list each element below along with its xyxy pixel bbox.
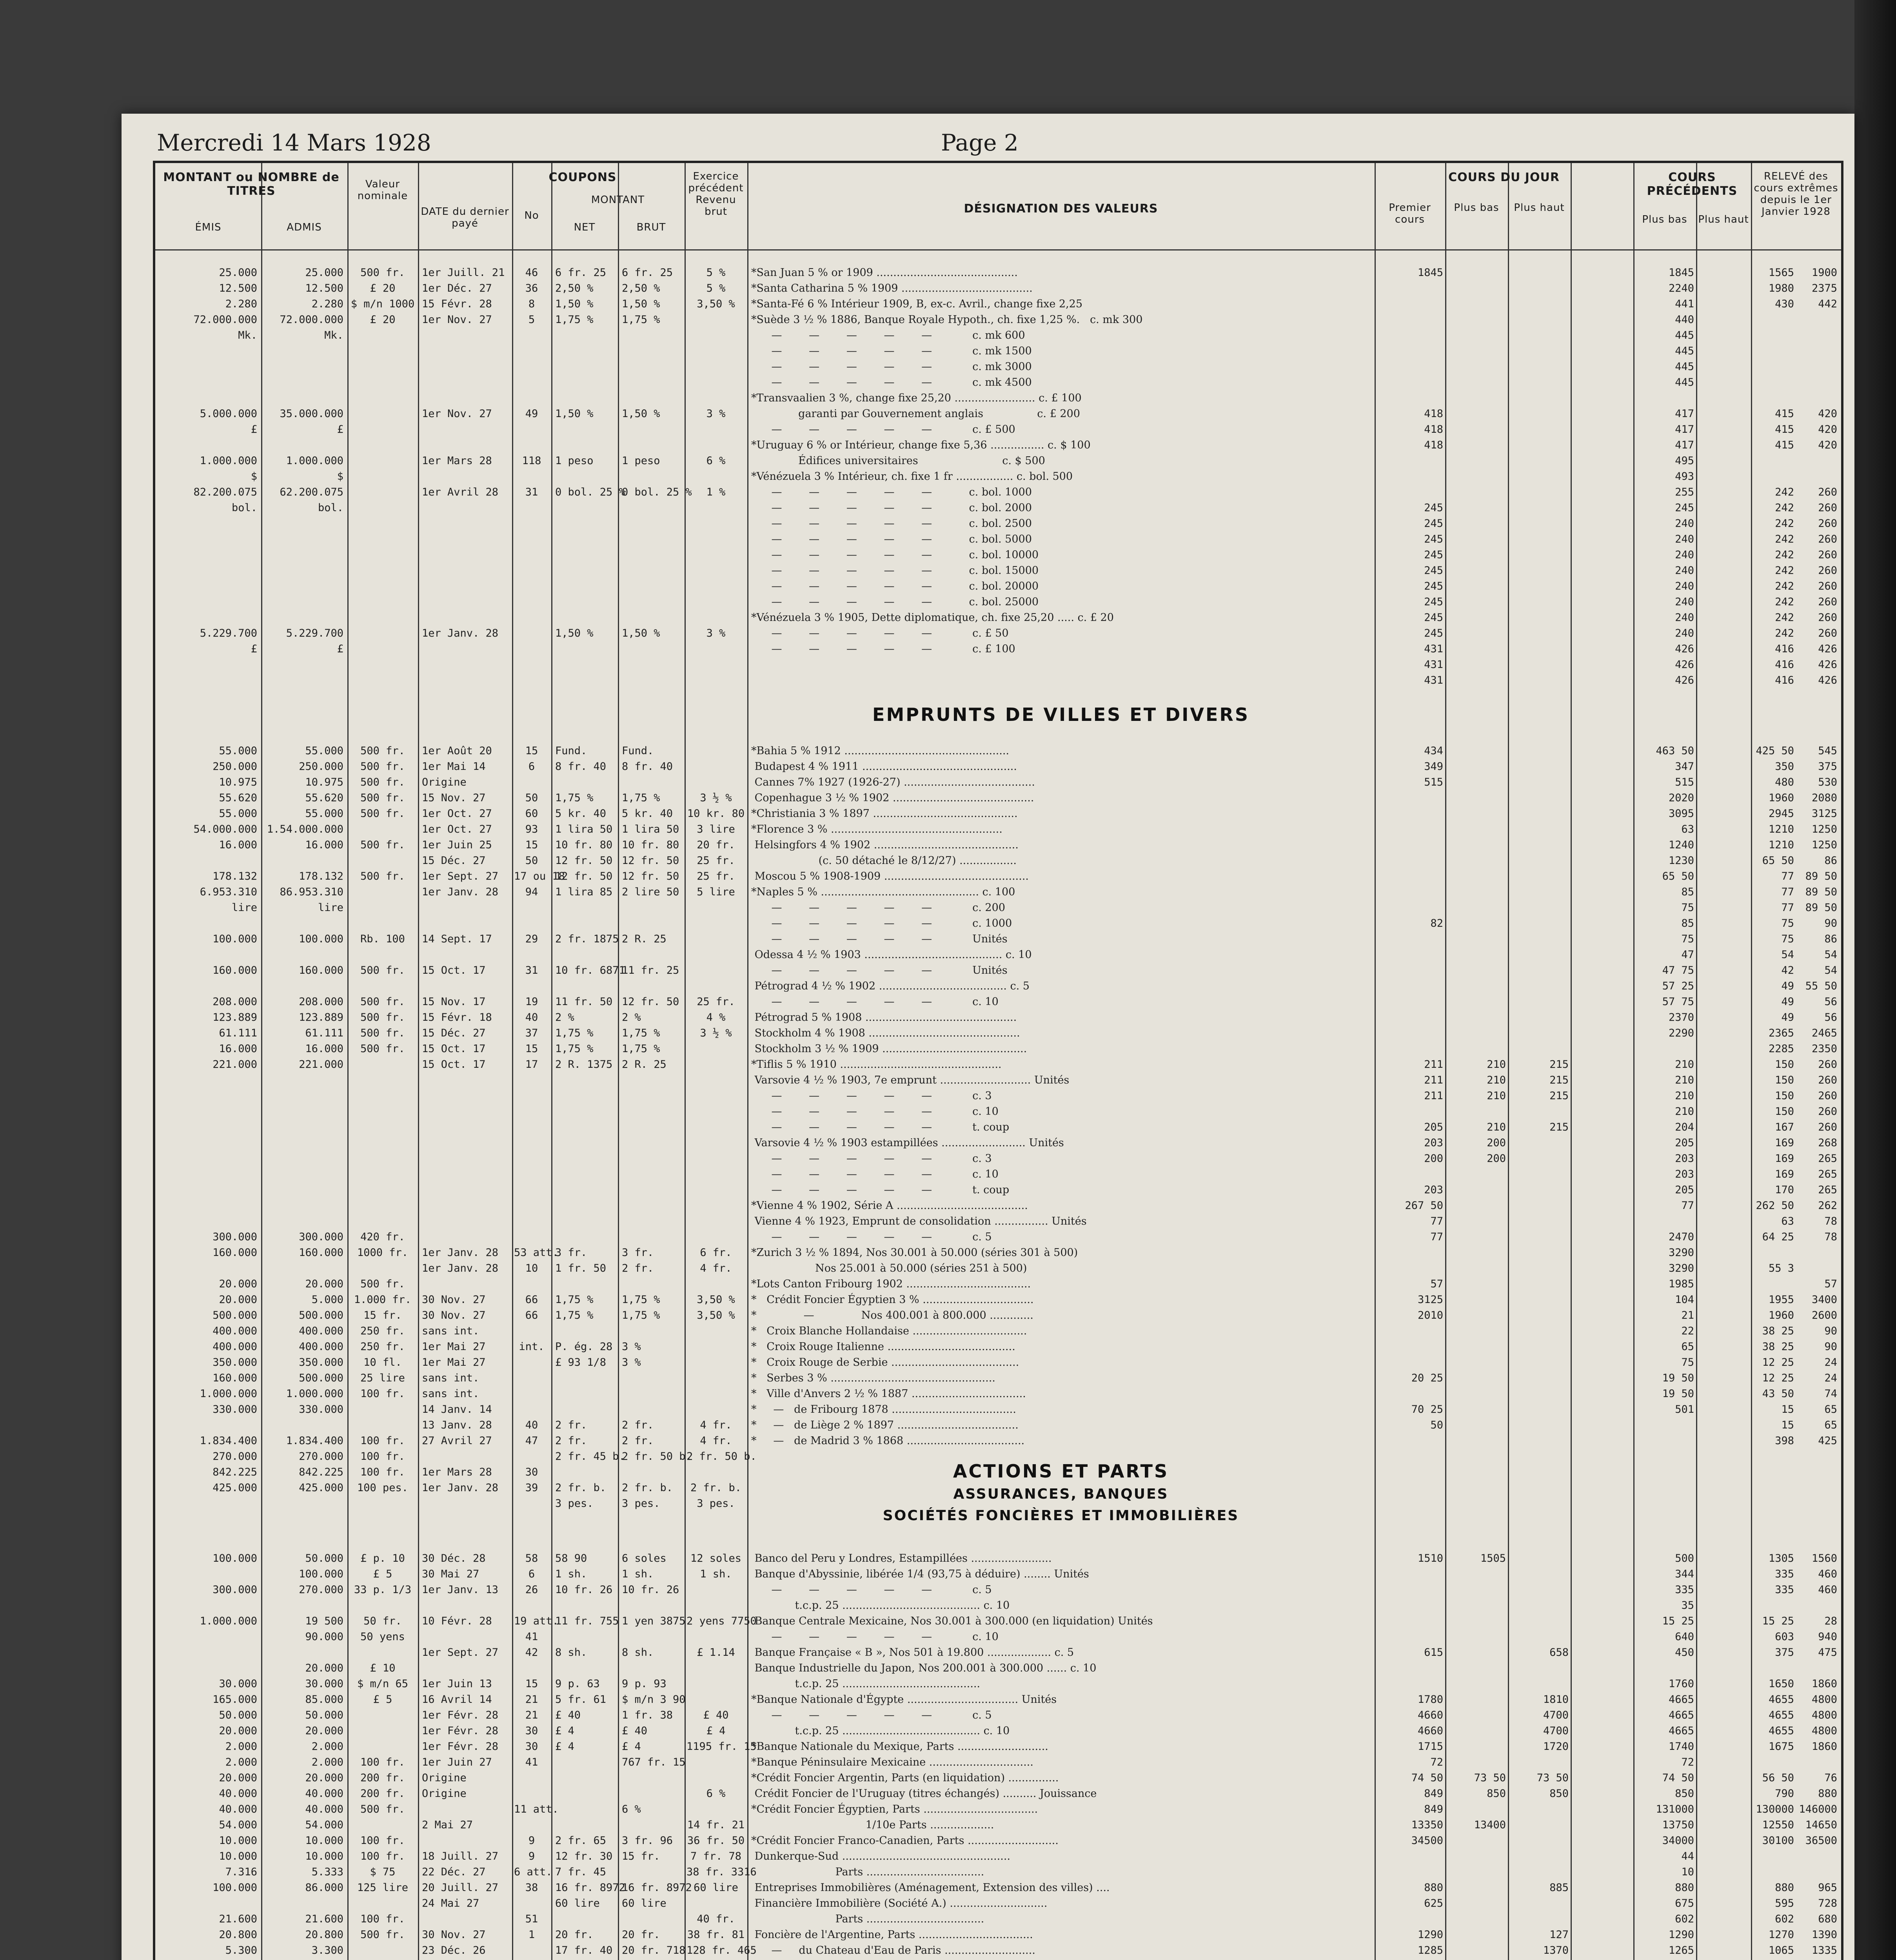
block3-brut: 6 soles 1 sh. 10 fr. 26 1 yen 3875 8 sh. 9 p. 93 $ m/n 3 90 1 fr. 38 £ 40 £ 4 767 fr. 15 6 % 3 fr. 96 15 fr. 16 fr. 8972 60 lire 20 fr. 20 fr. 718: [622, 1552, 692, 1956]
header-valeur: Valeur nominale: [357, 178, 408, 202]
column-rule: [1633, 163, 1634, 1960]
column-rule: [685, 163, 686, 1960]
block1-date: 1er Juill. 21 1er Déc. 27 15 Févr. 28 1er Nov. 27 1er Nov. 27 1er Mars 28 1er Avril 28 1er Janv. 28: [422, 267, 505, 639]
block1-releve-haut: 1900 2375 442 420 420 420 260 260 260 260 260 260 260 260 260 260 426 426 426: [1811, 267, 1837, 686]
block1-net: 6 fr. 25 2,50 % 1,50 % 1,75 % 1,50 % 1 peso 0 bol. 25 % 1,50 %: [555, 267, 625, 639]
header-prec-plus-bas: Plus bas: [1642, 214, 1687, 225]
block1-emis: 25.000 12.500 2.280 72.000.000 Mk. 5.000.000 £ 1.000.000 $ 82.200.075 bol. 5.229.700 £: [193, 267, 257, 655]
block1-admis: 25.000 12.500 2.280 72.000.000 Mk. 35.000.000 £ 1.000.000 $ 62.200.075 bol. 5.229.700 £: [280, 267, 343, 655]
block1-valeur: 500 fr. £ 20 $ m/n 1000 £ 20: [351, 267, 415, 326]
block1-releve-bas: 1565 1980 430 415 415 415 242 242 242 242 242 242 242 242 242 242 416 416 416: [1768, 267, 1794, 686]
header-numero: No: [524, 210, 539, 221]
header-plus-bas: Plus bas: [1454, 202, 1499, 214]
block1-revenu: 5 % 5 % 3,50 % 3 % 6 % 1 % 3 %: [697, 267, 735, 639]
block2-releve-bas: 425 50 350 480 1960 2945 1210 1210 65 50 77 77 77 75 75 54 42 49 49 49 2365 2285 150 150 150 150 167 169 169 169 170 262 50 63 64 25 55 3 1955 1960 38 25 38 25 12 25 12 25 43 50 15 15 398: [1756, 745, 1794, 1447]
header-admis: ADMIS: [287, 221, 322, 233]
header-cours-precedents: COURS PRÉCÉDENTS: [1647, 171, 1738, 198]
column-rule: [618, 163, 619, 1960]
header-montant-coupon: MONTANT: [591, 194, 645, 206]
column-rule: [1571, 163, 1572, 1960]
section-actions-heading: ACTIONS ET PARTS: [953, 1461, 1169, 1482]
header-plus-haut: Plus haut: [1514, 202, 1565, 214]
column-rule: [1445, 163, 1446, 1960]
header-brut: BRUT: [636, 221, 666, 233]
column-rule: [347, 163, 349, 1960]
column-rule: [1508, 163, 1509, 1960]
block2-revenu: 3 ½ % 10 kr. 80 3 lire 20 fr. 25 fr. 25 fr. 5 lire 25 fr. 4 % 3 ½ % 6 fr. 4 fr. 3,50 % 3,50 % 4 fr. 4 fr. 2 fr. 50 b. 2 fr. b. 3 pes.: [686, 792, 757, 1510]
block2-net: Fund. 8 fr. 40 1,75 % 5 kr. 40 1 lira 50 10 fr. 80 12 fr. 50 12 fr. 50 1 lira 85 2 fr. 1875 10 fr. 6871 11 fr. 50 2 % 1,75 % 1,75 % 2 R. 1375 3 fr. 1 fr. 50 1,75 % 1,75 % P. ég. 28 £ 93 1/8 2 fr. 2 fr. 2 fr. 45 b. 2 fr. b. 3 pes.: [555, 745, 625, 1510]
block3-premier: 1510 615 1780 4660 4660 1715 72 74 50 849 849 13350 34500 880 625 1290 1285: [1411, 1552, 1443, 1956]
block3-valeur: £ p. 10 £ 5 33 p. 1/3 50 fr. 50 yens £ 10 $ m/n 65 £ 5 100 fr. 200 fr. 200 fr. 500 fr. 100 fr. 100 fr. $ 75 125 lire 100 fr. 500 fr.: [354, 1552, 412, 1941]
page-date: Mercredi 14 Mars 1928: [157, 129, 431, 156]
column-rule: [261, 163, 262, 1960]
block2-plus-haut: 215 215 215 215: [1549, 1058, 1569, 1133]
block3-net: 58 90 1 sh. 10 fr. 26 11 fr. 755 8 sh. 9 p. 63 5 fr. 61 £ 40 £ 4 £ 4 2 fr. 65 12 fr. 30 7 fr. 45 16 fr. 8972 60 lire 20 fr. 17 fr. 40: [555, 1552, 625, 1956]
block2-prec-bas: 463 50 347 515 2020 3095 63 1240 1230 65 50 85 75 85 75 47 47 75 57 25 57 75 2370 2290 210 210 210 210 204 205 203 203 205 77 2470 3290 3290 1985 104 21 22 65 75 19 50 19 50 501: [1656, 745, 1694, 1416]
column-rule: [1375, 163, 1376, 1960]
block2-brut: Fund. 8 fr. 40 1,75 % 5 kr. 40 1 lira 50 10 fr. 80 12 fr. 50 12 fr. 50 2 lire 50 2 R. 25 11 fr. 25 12 fr. 50 2 % 1,75 % 1,75 % 2 R. 25 3 fr. 2 fr. 1,75 % 1,75 % 3 % 3 % 2 fr. 2 fr. 2 fr. 50 b. 2 fr. b. 3 pes.: [622, 745, 692, 1510]
block1-premier: 1845 418 418 418 245 245 245 245 245 245 245 245 245 431 431 431: [1417, 267, 1443, 686]
header-rule: [155, 249, 1841, 250]
column-rule: [418, 163, 419, 1960]
header-premier-cours: Premier cours: [1389, 202, 1431, 225]
block2-valeur: 500 fr. 500 fr. 500 fr. 500 fr. 500 fr. 500 fr. 500 fr. Rb. 100 500 fr. 500 fr. 500 fr. 500 fr. 500 fr. 420 fr. 1000 fr. 500 fr. 1.000 fr. 15 fr. 250 fr. 250 fr. 10 fl. 25 lire 100 fr. 100 fr. 100 fr. 100 fr. 100 pes.: [354, 745, 412, 1494]
block3-plus-haut: 658 1810 4700 4700 1720 73 50 850 885 127 1370: [1536, 1646, 1569, 1956]
header-releve: RELEVÉ des cours extrêmes depuis le 1er Janvier 1928: [1754, 171, 1838, 218]
column-rule: [1751, 163, 1752, 1960]
page-number: Page 2: [941, 129, 1019, 156]
block3-releve-bas: 1305 335 335 15 25 603 375 1650 4655 4655 4655 1675 56 50 790 130000 12550 30100 880 595 602 1270 1065: [1756, 1552, 1794, 1956]
header-exercice: Exercice précédent Revenu brut: [688, 171, 744, 218]
newspaper-page: [122, 114, 1854, 1960]
section-actions-subheading: ASSURANCES, BANQUES: [953, 1486, 1169, 1502]
block2-admis: 55.000 250.000 10.975 55.620 55.000 1.54.000.000 16.000 178.132 86.953.310 lire 100.000 160.000 208.000 123.889 61.111 16.000 221.000 300.000 160.000 20.000 5.000 500.000 400.000 400.000 350.000 500.000 1.000.000 330.000 1.834.400 270.000 842.225 425.000: [267, 745, 343, 1494]
column-rule: [551, 163, 552, 1960]
block3-designation: Banco del Peru y Londres, Estampillées ........................ Banque d'Abyssinie, libérée 1/4 (93,75 à déduire) ........ Unités — — — — — c. 5 t.c.p. 25 ......................................... c. 10 Banque Centrale Mexicaine, Nos 30.001 à 300.000 (en liquidation) Unités — — — — — c. 10 Banque Française « B », Nos 501 à 19.800 ................... c. 5 Banque Industrielle du Japon, Nos 200.001 à 300.000 ...... c. 10 t.c.p. 25 ......................................... *Banque Nationale d'Égypte ................................. Unités — — — — — c. 5 t.c.p. 25 ......................................... c. 10 *Banque Nationale du Mexique, Parts ........................... *Banque Péninsulaire Mexicaine ............................... *Crédit Foncier Argentin, Parts (en liquidation) ............... Crédit Foncier de l'Uruguay (titres échangés) .......... Jouissance *Crédit Foncier Égyptien, Parts .................................. 1/10e Parts ................... *Crédit Foncier Franco-Canadien, Parts ........................... Dunkerque-Sud .................................................. Parts ................................... Entreprises Immobilières (Aménagement, Extension des villes) .... Financière Immobilière (Société A.) ............................. Parts ................................... Foncière de l'Argentine, Parts .................................. — du Chateau d'Eau de Paris ...........................: [751, 1552, 1153, 1956]
block3-revenu: 12 soles 1 sh. 2 yens 7750 £ 1.14 £ 40 £ 4 1195 fr. 15 6 % 14 fr. 21 36 fr. 50 7 fr. 78 38 fr. 3316 60 lire 40 fr. 38 fr. 81 128 fr. 465: [686, 1552, 757, 1956]
block3-releve-haut: 1560 460 460 28 940 475 1860 4800 4800 4800 1860 76 880 146000 14650 36500 965 728 680 1390 1335: [1799, 1552, 1837, 1956]
block2-releve-haut: 545 375 530 2080 3125 1250 1250 86 89 50 89 50 89 50 90 86 54 54 55 50 56 56 2465 2350 260 260 260 260 260 268 265 265 265 262 78 78 57 3400 2600 90 90 24 24 74 65 65 425: [1805, 745, 1837, 1447]
section-emprunts-heading: EMPRUNTS DE VILLES ET DIVERS: [872, 704, 1249, 725]
header-cours-du-jour: COURS DU JOUR: [1448, 171, 1560, 184]
block3-date: 30 Déc. 28 30 Mai 27 1er Janv. 13 10 Févr. 28 1er Sept. 27 1er Juin 13 16 Avril 14 1er Févr. 28 1er Févr. 28 1er Févr. 28 1er Juin 27 Origine Origine 2 Mai 27 18 Juill. 27 22 Déc. 27 20 Juill. 27 24 Mai 27 30 Nov. 27 23 Déc. 26: [422, 1552, 499, 1956]
block1-numero: 46 36 8 5 49 118 31: [522, 267, 541, 498]
block1-prec-bas: 1845 2240 441 440 445 445 445 445 417 417 417 495 493 255 245 240 240 240 240 240 240 240 240 426 426 426: [1668, 267, 1694, 686]
header-prec-plus-haut: Plus haut: [1698, 214, 1749, 225]
header-net: NET: [574, 221, 596, 233]
header-designation: DÉSIGNATION DES VALEURS: [964, 202, 1158, 216]
block2-emis: 55.000 250.000 10.975 55.620 55.000 54.000.000 16.000 178.132 6.953.310 lire 100.000 160.000 208.000 123.889 61.111 16.000 221.000 300.000 160.000 20.000 20.000 500.000 400.000 400.000 350.000 160.000 1.000.000 330.000 1.834.400 270.000 842.225 425.000: [193, 745, 257, 1494]
quotation-table: [153, 161, 1843, 1960]
block2-plus-bas: 210 210 210 210 200 200: [1487, 1058, 1506, 1165]
block3-admis: 50.000 100.000 270.000 19 500 90.000 20.000 30.000 85.000 50.000 20.000 2.000 2.000 20.000 40.000 40.000 54.000 10.000 10.000 5.333 86.000 21.600 20.800 3.300: [299, 1552, 343, 1956]
column-rule: [1696, 163, 1697, 1960]
block3-emis: 100.000 300.000 1.000.000 30.000 165.000 50.000 20.000 2.000 2.000 20.000 40.000 40.000 54.000 10.000 10.000 7.316 100.000 21.600 20.800 5.300: [200, 1552, 257, 1956]
block1-brut: 6 fr. 25 2,50 % 1,50 % 1,75 % 1,50 % 1 peso 0 bol. 25 % 1,50 %: [622, 267, 692, 639]
header-date-dernier: DATE du dernier payé: [421, 206, 509, 229]
scan-edge-shadow: [1854, 0, 1896, 1960]
header-coupons: COUPONS: [548, 171, 617, 184]
block3-numero: 58 6 26 19 att. 41 42 15 21 21 30 30 41 11 att. 9 9 6 att. 38 51 1: [514, 1552, 559, 1941]
block3-plus-bas: 1505 73 50 850 13400: [1474, 1552, 1506, 1831]
section-societes-subheading: SOCIÉTÉS FONCIÈRES ET IMMOBILIÈRES: [883, 1508, 1239, 1524]
column-rule: [747, 163, 748, 1960]
block2-numero: 15 6 50 60 93 15 50 17 ou 18 94 29 31 19 40 37 15 17 53 att. 10 66 66 int. 40 47 30 39: [514, 745, 565, 1494]
block2-date: 1er Août 20 1er Mai 14 Origine 15 Nov. 27 1er Oct. 27 1er Oct. 27 1er Juin 25 15 Déc. 27 1er Sept. 27 1er Janv. 28 14 Sept. 17 15 Oct. 17 15 Nov. 17 15 Févr. 18 15 Déc. 27 15 Oct. 17 15 Oct. 17 1er Janv. 28 1er Janv. 28 30 Nov. 27 30 Nov. 27 sans int. 1er Mai 27 1er Mai 27 sans int. sans int. 14 Janv. 14 13 Janv. 28 27 Avril 27 1er Mars 28 1er Janv. 28: [422, 745, 499, 1494]
block2-premier: 434 349 515 82 211 211 211 205 203 200 203 267 50 77 77 57 3125 2010 20 25 70 25 50: [1405, 745, 1443, 1431]
header-emis: ÉMIS: [195, 221, 222, 233]
header-montant: MONTANT ou NOMBRE de TITRES: [163, 171, 340, 198]
block1-designation: *San Juan 5 % or 1909 .......................................... *Santa Catharina 5 % 1909 ....................................... *Santa-Fé 6 % Intérieur 1909, B, ex-c. Avril., change fixe 2,25 *Suède 3 ½ % 1886, Banque Royale Hypoth., ch. fixe 1,25 %. c. mk 300 — — — — — c. mk 600 — — — — — c. mk 1500 — — — — — c. mk 3000 — — — — — c. mk 4500 *Transvaalien 3 %, change fixe 25,20 ........................ c. £ 100 garanti par Gouvernement anglais c. £ 200 — — — — — c. £ 500 *Uruguay 6 % or Intérieur, change fixe 5,36 ................ c. $ 100 Édifices universitaires c. $ 500 *Vénézuela 3 % Intérieur, ch. fixe 1 fr ................. c. bol. 500 — — — — — c. bol. 1000 — — — — — c. bol. 2000 — — — — — c. bol. 2500 — — — — — c. bol. 5000 — — — — — c. bol. 10000 — — — — — c. bol. 15000 — — — — — c. bol. 20000 — — — — — c. bol. 25000 *Vénézuela 3 % 1905, Dette diplomatique, ch. fixe 25,20 ..... c. £ 20 — — — — — c. £ 50 — — — — — c. £ 100: [751, 267, 1143, 655]
block3-prec-bas: 500 344 335 35 15 25 640 450 1760 4665 4665 4665 1740 72 74 50 850 131000 13750 34000 44 10 880 675 602 1290 1265: [1656, 1552, 1694, 1956]
block2-designation: *Bahia 5 % 1912 ................................................. Budapest 4 % 1911 .............................................. Cannes 7% 1927 (1926-27) ....................................... Copenhague 3 ½ % 1902 .......................................... *Christiania 3 % 1897 ........................................... *Florence 3 % ................................................... Helsingfors 4 % 1902 ........................................... (c. 50 détaché le 8/12/27) ................. Moscou 5 % 1908-1909 ........................................... *Naples 5 % ............................................... c. 100 — — — — — c. 200 — — — — — c. 1000 — — — — — Unités Odessa 4 ½ % 1903 ......................................... c. 10 — — — — — Unités Pétrograd 4 ½ % 1902 ...................................... c. 5 — — — — — c. 10 Pétrograd 5 % 1908 ............................................. Stockholm 4 % 1908 ............................................. Stockholm 3 ½ % 1909 ........................................... *Tiflis 5 % 1910 ................................................ Varsovie 4 ½ % 1903, 7e emprunt ........................... Unités — — — — — c. 3 — — — — — c. 10 — — — — — t. coup Varsovie 4 ½ % 1903 estampillées ......................... Unités — — — — — c. 3 — — — — — c. 10 — — — — — t. coup *Vienne 4 % 1902, Série A ....................................... Vienne 4 % 1923, Emprunt de consolidation ................ Unités — — — — — c. 5 *Zurich 3 ½ % 1894, Nos 30.001 à 50.000 (séries 301 à 500) Nos 25.001 à 50.000 (séries 251 à 500) *Lots Canton Fribourg 1902 ..................................... * Crédit Foncier Égyptien 3 % ................................. * — Nos 400.001 à 800.000 ............. * Croix Blanche Hollandaise .................................. * Croix Rouge Italienne ...................................... * Croix Rouge de Serbie ...................................... * Serbes 3 % ................................................. * Ville d'Anvers 2 ½ % 1887 .................................. * — de Fribourg 1878 ..................................... * — de Liège 2 % 1897 .................................... * — de Madrid 3 % 1868 ...................................: [751, 745, 1087, 1447]
column-rule: [512, 163, 513, 1960]
